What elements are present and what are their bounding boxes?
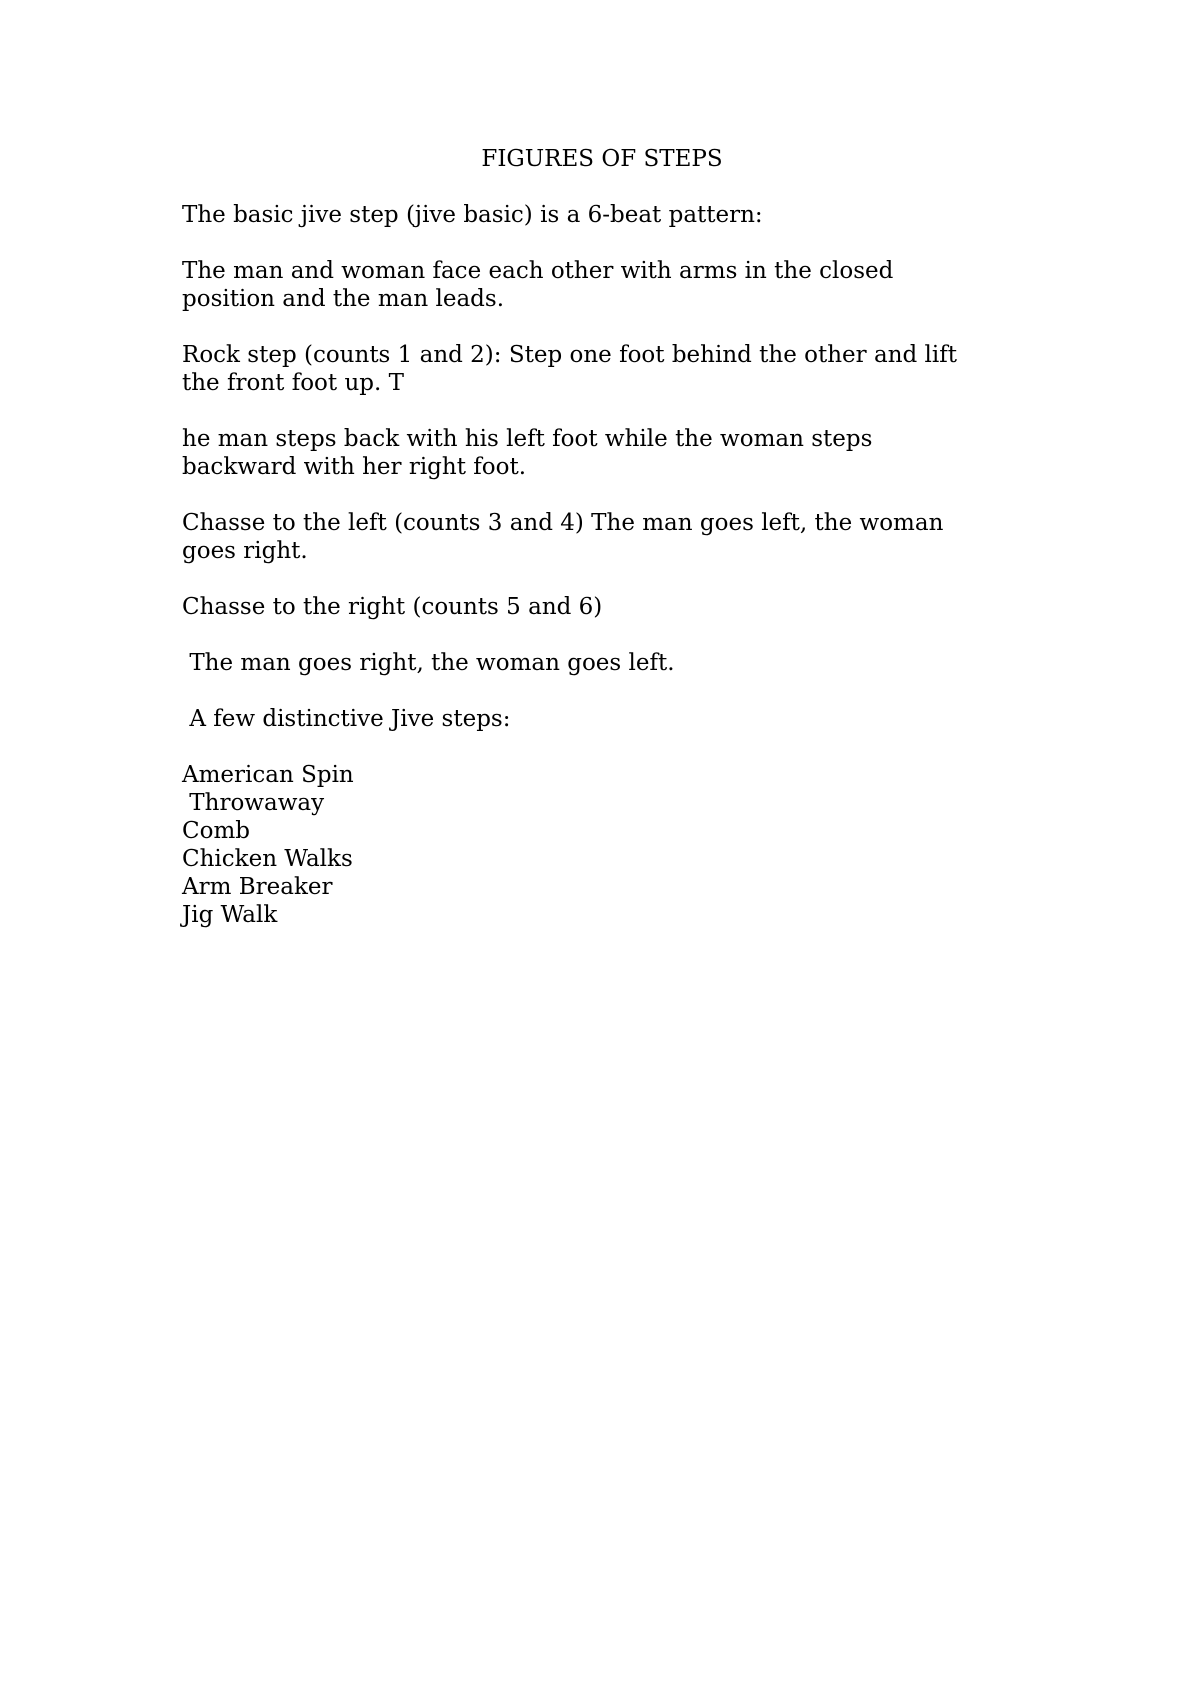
list-item: American Spin [182, 762, 354, 788]
paragraph-basic-step: The basic jive step (jive basic) is a 6-beat pattern: [182, 202, 763, 228]
paragraph-man-goes-right: The man goes right, the woman goes left. [182, 650, 675, 676]
list-item: Throwaway [182, 790, 325, 816]
paragraph-chasse-left: Chasse to the left (counts 3 and 4) The man goes left, the woman goes right. [182, 510, 944, 564]
paragraph-distinctive-steps: A few distinctive Jive steps: [182, 706, 511, 732]
paragraph-chasse-right: Chasse to the right (counts 5 and 6) [182, 594, 603, 620]
paragraph-closed-position: The man and woman face each other with arms in the closed position and the man leads. [182, 258, 894, 312]
list-item: Chicken Walks [182, 846, 353, 872]
paragraph-rock-step: Rock step (counts 1 and 2): Step one foot behind the other and lift the front foot up. T [182, 342, 958, 396]
page-title: FIGURES OF STEPS [481, 146, 723, 172]
document-content [182, 145, 1042, 929]
paragraph-man-steps-back: he man steps back with his left foot while the woman steps backward with her right foot. [182, 426, 873, 480]
list-item: Arm Breaker [182, 874, 333, 900]
list-item: Jig Walk [182, 902, 278, 928]
list-item: Comb [182, 818, 250, 844]
jive-steps-list [182, 761, 1042, 929]
